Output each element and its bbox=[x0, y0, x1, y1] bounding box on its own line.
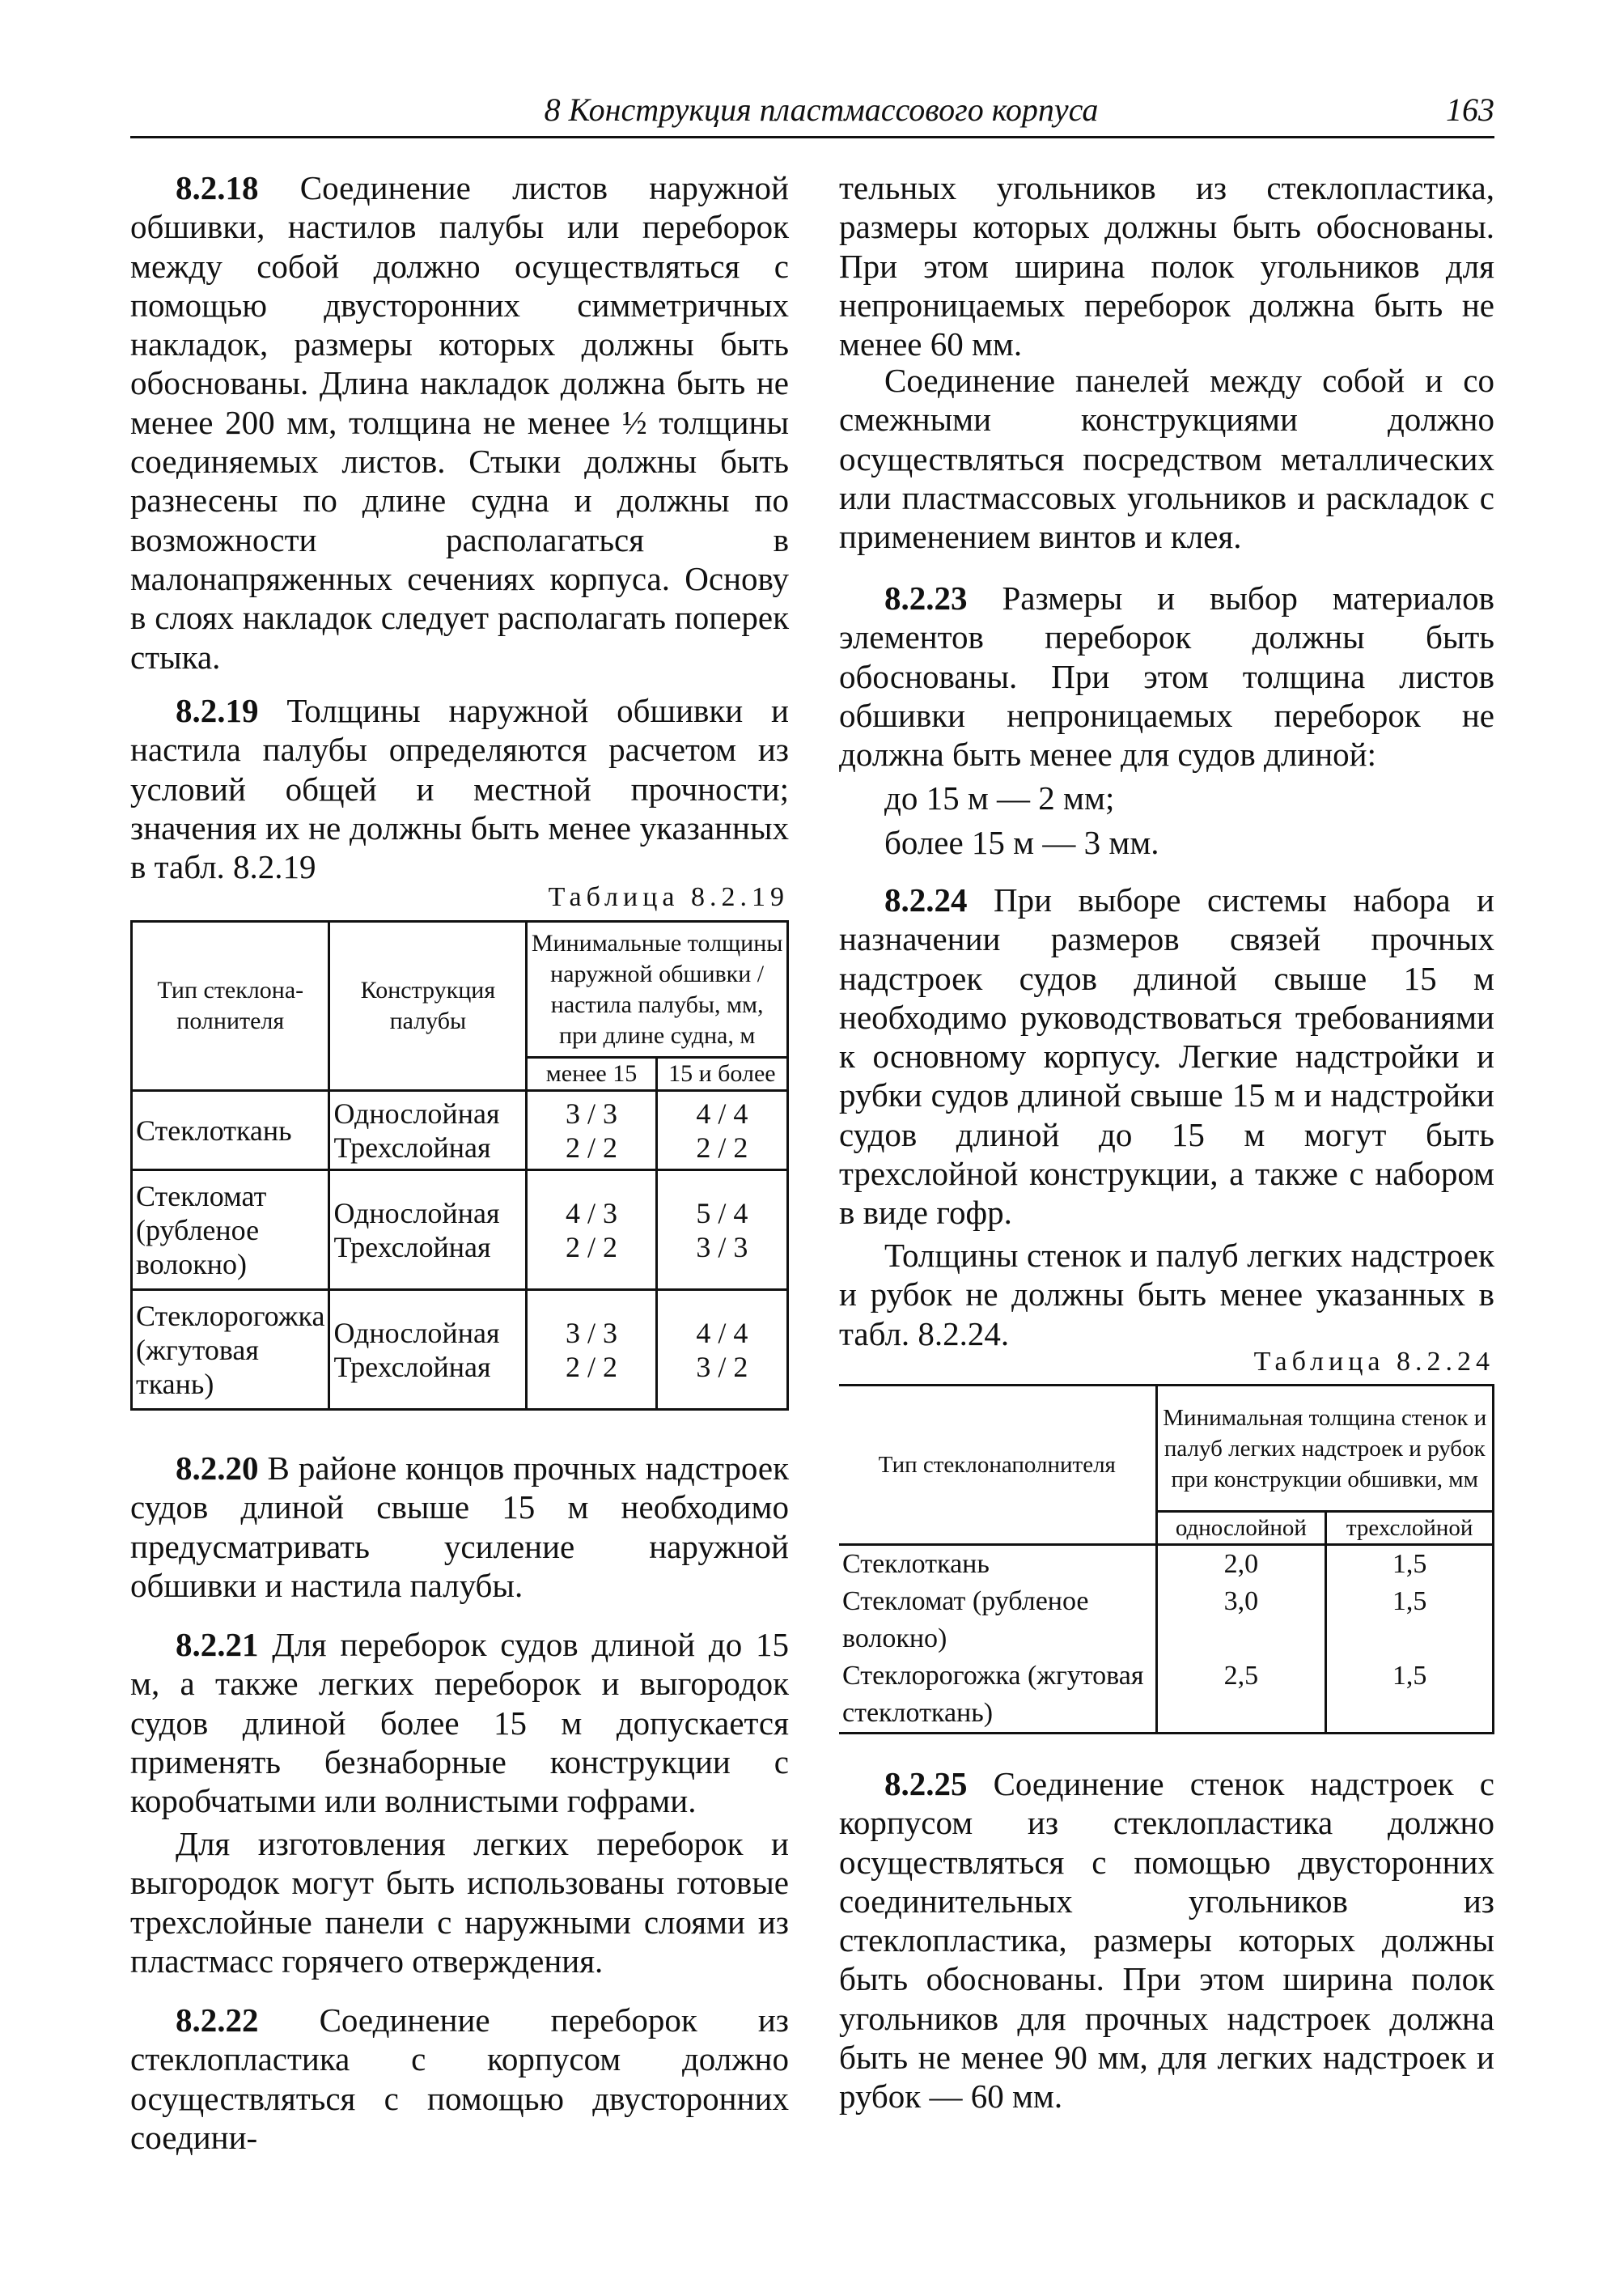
cell-type: Стеклорогожка (жгутовая стеклоткань) bbox=[839, 1657, 1156, 1734]
cell-construction: Однослойная bbox=[333, 1316, 500, 1349]
section-number: 8.2.19 bbox=[176, 692, 259, 729]
section-8-2-22-continued bbox=[839, 168, 1494, 363]
paragraph-text: Соединение переборок из стеклопластика с корпусом должно осуществляться с помощью двусторонних соедини- bbox=[130, 2001, 789, 2156]
col-header-min-thickness: Минимальная толщина стенок и палуб легких надстроек и рубок при конструкции обшивки, мм bbox=[1156, 1386, 1493, 1512]
table-row bbox=[839, 1583, 1494, 1657]
cell-value: 3 / 2 bbox=[696, 1350, 748, 1383]
table-row bbox=[839, 1657, 1494, 1734]
cell-type: Стекломат (рубленое волокно) bbox=[132, 1170, 329, 1290]
col-header-type: Тип стеклонаполнителя bbox=[839, 1386, 1156, 1545]
cell-value: 1,5 bbox=[1326, 1583, 1494, 1657]
paragraph-panels bbox=[130, 1824, 789, 1980]
section-8-2-20 bbox=[130, 1449, 789, 1605]
col-header-construction: Конструкция палубы bbox=[329, 922, 527, 1091]
cell-value: 3 / 3 bbox=[566, 1097, 618, 1130]
section-8-2-22 bbox=[130, 2001, 789, 2157]
cell-value: 2 / 2 bbox=[566, 1131, 618, 1164]
cell-type: Стеклорогожка (жгутовая ткань) bbox=[132, 1290, 329, 1410]
cell-value: 5 / 4 bbox=[696, 1196, 748, 1229]
paragraph-text: Для переборок судов длиной до 15 м, а также легких переборок и выгородок судов длиной более 15 м допускается применять безнаборные конструкции с коробчатыми или волнистыми гофрами. bbox=[130, 1626, 789, 1820]
table-caption-8-2-24: Таблица 8.2.24 bbox=[1253, 1347, 1494, 1377]
col-header-single-layer: однослойной bbox=[1156, 1512, 1326, 1545]
paragraph-text: В районе концов прочных надстроек судов длиной свыше 15 м необходимо предусматривать усиление наружной обшивки и настила палубы. bbox=[130, 1449, 789, 1604]
cell-type: Стеклоткань bbox=[839, 1545, 1156, 1584]
cell-value: 3 / 3 bbox=[566, 1316, 618, 1349]
running-header-title: 8 Конструкция пластмассового корпуса bbox=[544, 91, 1099, 128]
paragraph-text: Соединение листов наружной обшивки, настилов палубы или переборок между собой должно осуществляться с помощью двусторонних симметричных накладок, размеры которых должны быть обоснованы. Длина накладок должна быть не менее 200 мм, толщина не менее ½ толщины соединяемых листов. Стыки должны быть разнесены по длине судна и должны по возможности располагаться в малонапряженных сечениях корпуса. Основу в слоях накладок следует располагать поперек стыка. bbox=[130, 169, 789, 676]
list-item: более 15 м — 3 мм. bbox=[884, 823, 1159, 861]
cell-value: 4 / 3 bbox=[566, 1196, 618, 1229]
section-number: 8.2.23 bbox=[884, 579, 968, 617]
col-header-min-thickness: Минимальные толщины наружной обшивки / настила палубы, мм, при длине судна, м bbox=[527, 922, 788, 1058]
cell-value: 2 / 2 bbox=[566, 1230, 618, 1263]
table-caption-8-2-19: Таблица 8.2.19 bbox=[548, 882, 789, 912]
cell-construction: Однослойная bbox=[333, 1196, 500, 1229]
col-header-three-layer: трехслойной bbox=[1326, 1512, 1494, 1545]
section-8-2-25 bbox=[839, 1764, 1494, 2116]
paragraph-text: Толщины стенок и палуб легких надстроек и рубок не должны быть менее указанных в табл. 8.2.24. bbox=[839, 1237, 1494, 1352]
section-number: 8.2.18 bbox=[176, 169, 259, 206]
section-number: 8.2.24 bbox=[884, 881, 968, 919]
section-8-2-21 bbox=[130, 1625, 789, 1820]
cell-value: 3 / 3 bbox=[696, 1230, 748, 1263]
table-8-2-24 bbox=[839, 1384, 1494, 1734]
cell-value: 3,0 bbox=[1156, 1583, 1326, 1657]
section-number: 8.2.22 bbox=[176, 2001, 259, 2039]
cell-type: Стекломат (рубленое волокно) bbox=[839, 1583, 1156, 1657]
section-number: 8.2.21 bbox=[176, 1626, 259, 1663]
cell-value: 2 / 2 bbox=[696, 1131, 748, 1164]
list-item: до 15 м — 2 мм; bbox=[884, 779, 1115, 817]
col-header-less-15: менее 15 bbox=[527, 1058, 656, 1091]
cell-value: 4 / 4 bbox=[696, 1316, 748, 1349]
table-row bbox=[839, 1545, 1494, 1584]
paragraph-thickness bbox=[839, 1236, 1494, 1353]
table-8-2-19 bbox=[130, 920, 789, 1411]
section-8-2-18 bbox=[130, 168, 789, 677]
table-row bbox=[132, 1091, 788, 1170]
cell-value: 1,5 bbox=[1326, 1545, 1494, 1584]
cell-type: Стеклоткань bbox=[132, 1091, 329, 1170]
paragraph-text: При выборе системы набора и назначении размеров связей прочных надстроек судов длиной свыше 15 м необходимо руководствоваться требованиями к основному корпусу. Легкие надстройки и рубки судов длиной свыше 15 м и надстройки судов длиной до 15 м могут быть трехслойной конструкции, а также с набором в виде гофр. bbox=[839, 881, 1494, 1232]
cell-construction: Трехслойная bbox=[333, 1230, 491, 1263]
cell-construction: Трехслойная bbox=[333, 1350, 491, 1383]
paragraph-panel-joining bbox=[839, 361, 1494, 556]
cell-construction: Однослойная bbox=[333, 1097, 500, 1130]
cell-construction: Трехслойная bbox=[333, 1131, 491, 1164]
section-number: 8.2.25 bbox=[884, 1765, 968, 1802]
paragraph-text: Толщины наружной обшивки и настила палубы определяются расчетом из условий общей и местной прочности; значения их не должны быть менее указанных в табл. 8.2.19 bbox=[130, 692, 789, 886]
paragraph-text: Соединение стенок надстроек с корпусом из стеклопластика должно осуществляться с помощью двусторонних соединительных угольников из стеклопластика, размеры которых должны быть обоснованы. При этом ширина полок угольников для прочных надстроек должна быть не менее 90 мм, для легких надстроек и рубок — 60 мм. bbox=[839, 1765, 1494, 2116]
paragraph-text: тельных угольников из стеклопластика, размеры которых должны быть обоснованы. При этом ширина полок угольников для непроницаемых переборок должна быть не менее 60 мм. bbox=[839, 169, 1494, 363]
section-8-2-23 bbox=[839, 579, 1494, 862]
table-row bbox=[132, 1290, 788, 1410]
paragraph-text: Размеры и выбор материалов элементов переборок должны быть обоснованы. При этом толщина листов обшивки непроницаемых переборок не должна быть менее для судов длиной: bbox=[839, 579, 1494, 774]
cell-value: 2,5 bbox=[1156, 1657, 1326, 1734]
cell-value: 2 / 2 bbox=[566, 1350, 618, 1383]
paragraph-text: Соединение панелей между собой и со смежными конструкциями должно осуществляться посредством металлических или пластмассовых угольников и раскладок с применением винтов и клея. bbox=[839, 362, 1494, 556]
cell-value: 2,0 bbox=[1156, 1545, 1326, 1584]
header-rule bbox=[130, 136, 1494, 138]
table-row bbox=[132, 1170, 788, 1290]
section-8-2-24 bbox=[839, 881, 1494, 1233]
cell-value: 1,5 bbox=[1326, 1657, 1494, 1734]
paragraph-text: Для изготовления легких переборок и выгородок могут быть использованы готовые трехслойные панели с наружными слоями из пластмасс горячего отверждения. bbox=[130, 1825, 789, 1980]
section-number: 8.2.20 bbox=[176, 1449, 259, 1487]
section-8-2-19 bbox=[130, 691, 789, 886]
cell-value: 4 / 4 bbox=[696, 1097, 748, 1130]
col-header-15-more: 15 и более bbox=[656, 1058, 787, 1091]
page-number: 163 bbox=[1446, 91, 1494, 128]
col-header-type: Тип стеклона-полнителя bbox=[132, 922, 329, 1091]
